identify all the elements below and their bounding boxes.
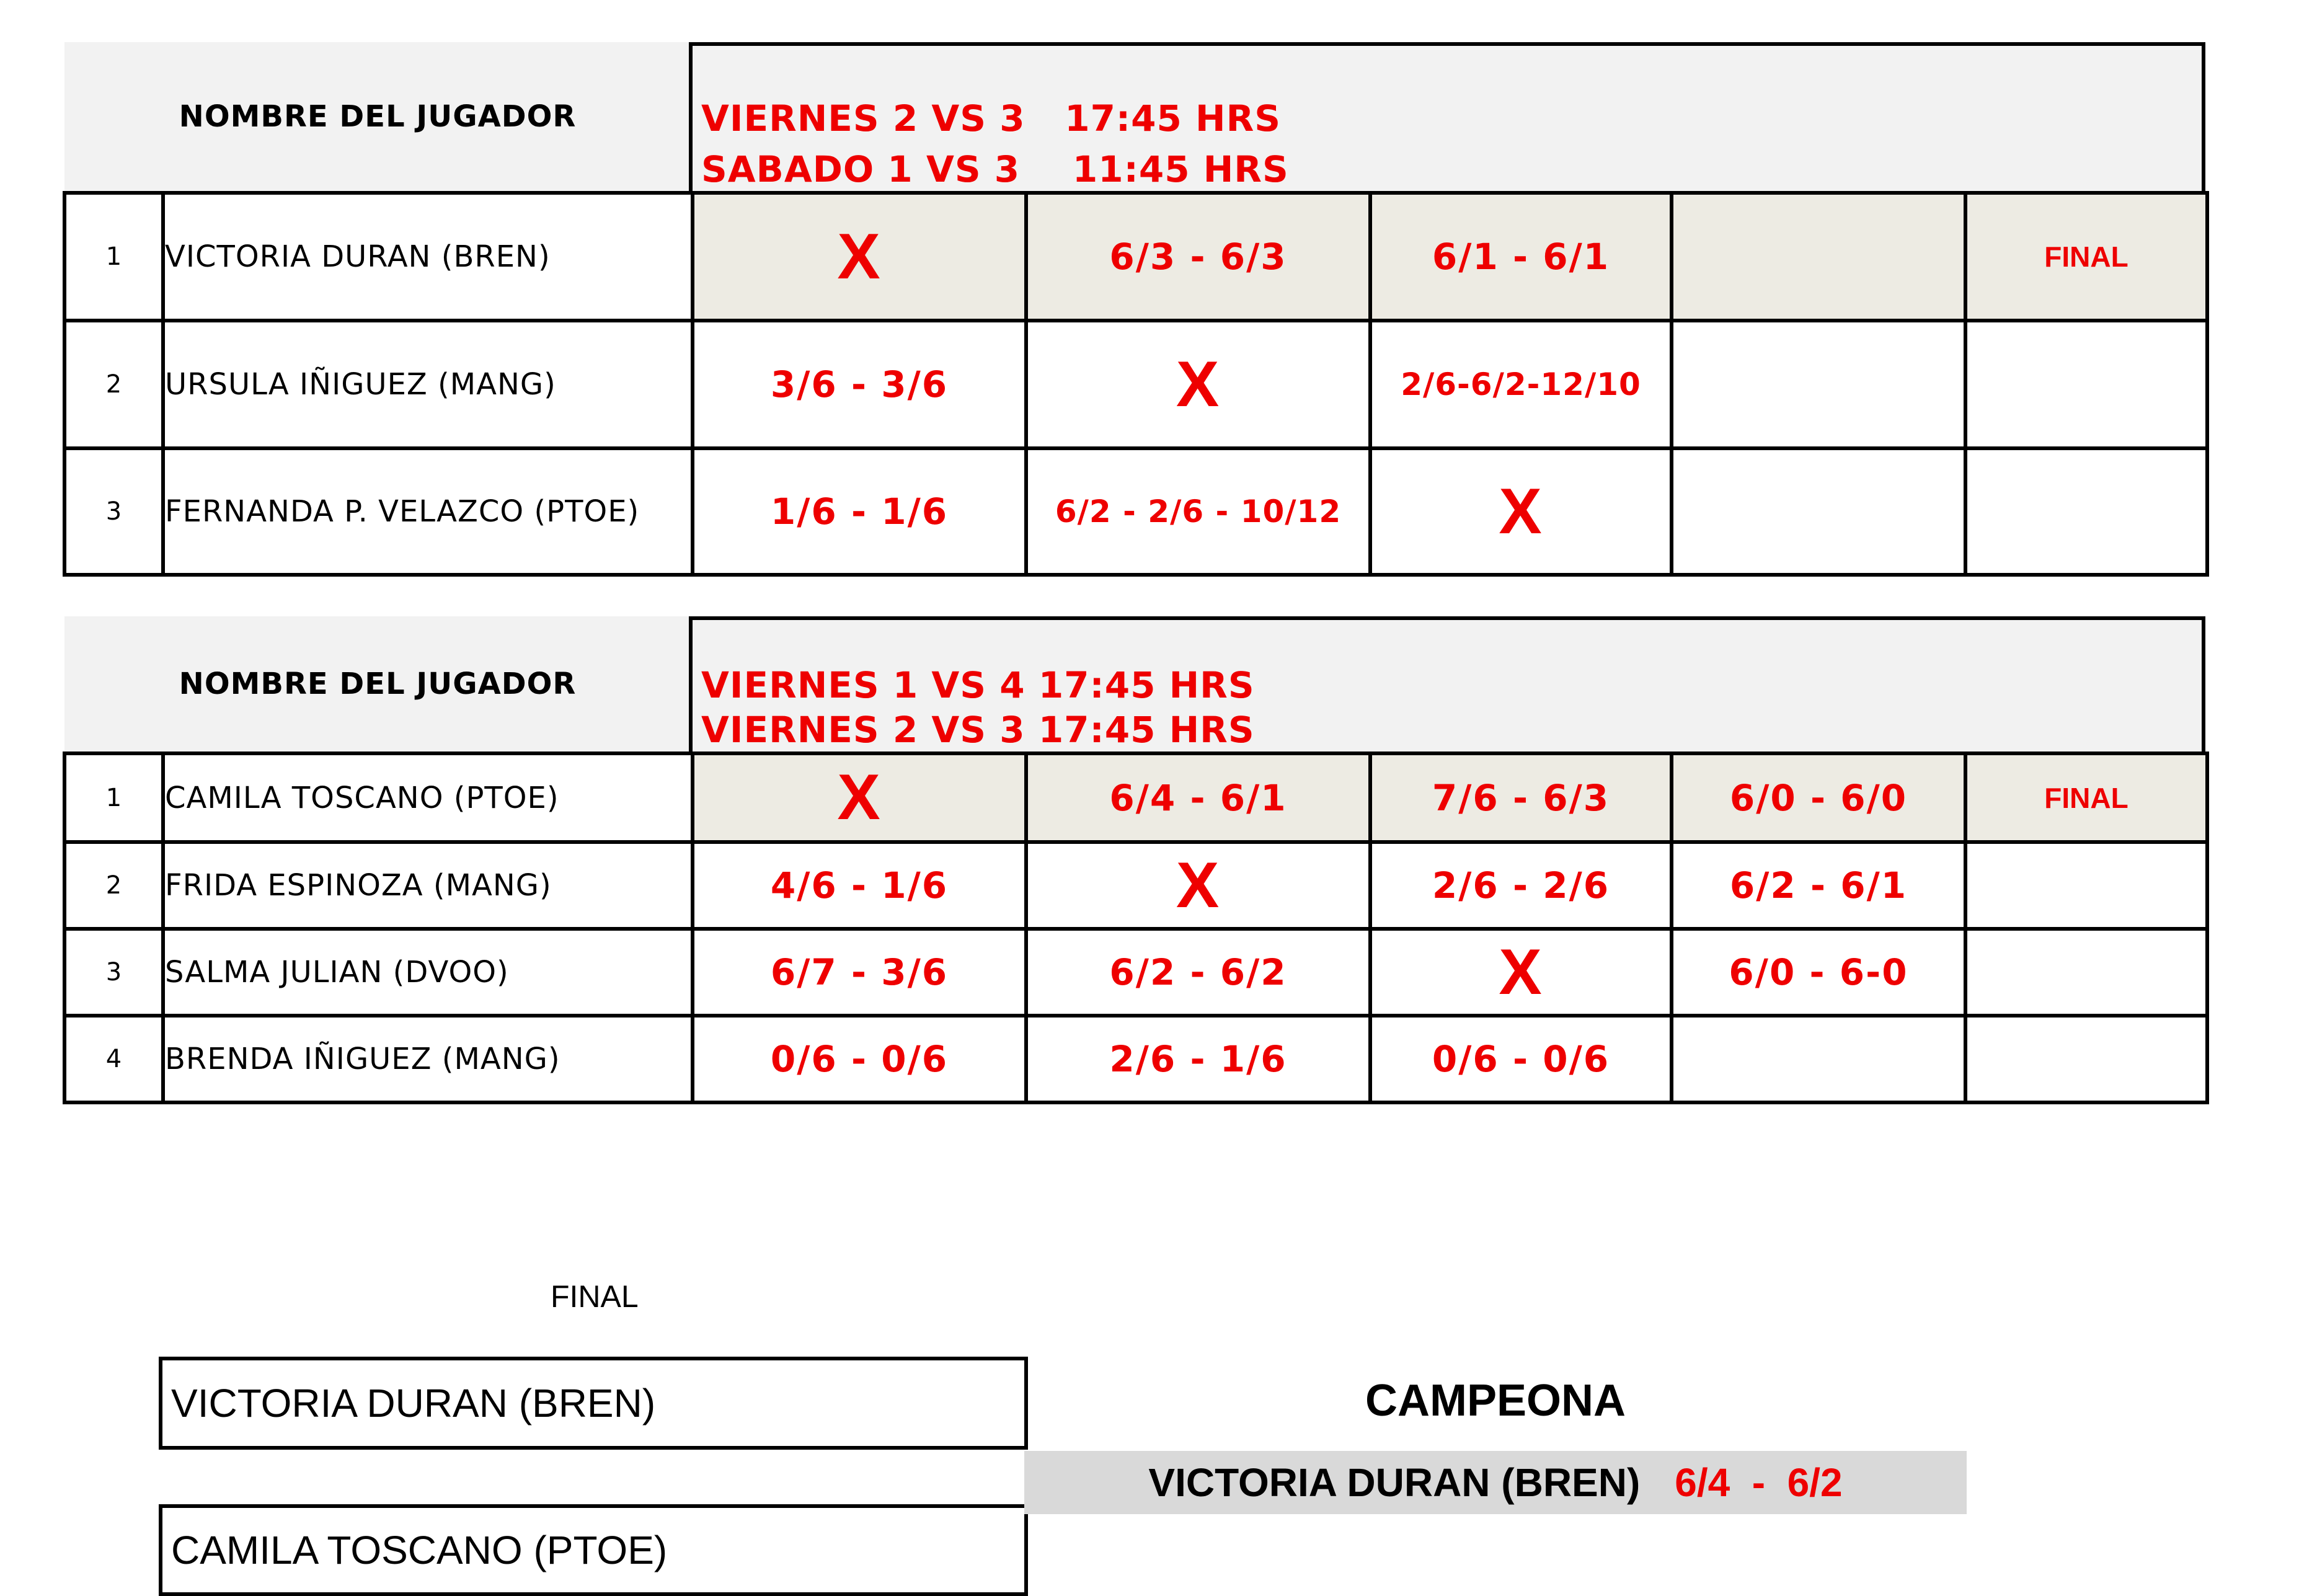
group2-name-header-label: NOMBRE DEL JUGADOR <box>179 667 577 701</box>
player-number: 1 <box>64 193 163 321</box>
final-player-2-box: CAMILA TOSCANO (PTOE) <box>159 1504 1028 1596</box>
final-qualifier-label: FINAL <box>1965 753 2207 842</box>
match-result <box>1672 448 1965 575</box>
match-result: 6/0 - 6/0 <box>1672 753 1965 842</box>
champion-bar <box>1024 1451 1967 1514</box>
match-result: 2/6 - 1/6 <box>1026 1016 1370 1102</box>
match-result: 6/1 - 6/1 <box>1370 193 1672 321</box>
self-match-mark: X <box>693 193 1026 321</box>
final-qualifier-label <box>1965 448 2207 575</box>
group1-row-3 <box>64 448 2207 575</box>
match-result: 4/6 - 1/6 <box>693 842 1026 929</box>
player-number: 3 <box>64 929 163 1016</box>
group1-schedule-line-2: SABADO 1 VS 3 11:45 HRS <box>701 148 1289 190</box>
match-result: 6/0 - 6-0 <box>1672 929 1965 1016</box>
player-number: 2 <box>64 842 163 929</box>
group2-table <box>63 751 2209 1104</box>
player-number: 1 <box>64 753 163 842</box>
match-result <box>1672 193 1965 321</box>
self-match-mark: X <box>1370 448 1672 575</box>
final-qualifier-label <box>1965 929 2207 1016</box>
match-result: 6/7 - 3/6 <box>693 929 1026 1016</box>
match-result: 0/6 - 0/6 <box>1370 1016 1672 1102</box>
final-qualifier-label: FINAL <box>1965 193 2207 321</box>
group1-schedule-header <box>689 42 2205 195</box>
group2-name-header <box>64 616 691 751</box>
group1-table <box>63 191 2209 577</box>
group2-row-2 <box>64 842 2207 929</box>
player-name: CAMILA TOSCANO (PTOE) <box>163 753 693 842</box>
group2-row-3 <box>64 929 2207 1016</box>
group2-row-1 <box>64 753 2207 842</box>
group1-name-header-label: NOMBRE DEL JUGADOR <box>179 99 577 134</box>
group2-schedule-line-1: VIERNES 1 VS 4 17:45 HRS <box>701 664 1255 706</box>
match-result: 6/2 - 2/6 - 10/12 <box>1026 448 1370 575</box>
group1-row-2 <box>64 321 2207 448</box>
player-name: BRENDA IÑIGUEZ (MANG) <box>163 1016 693 1102</box>
champion-score: 6/4 - 6/2 <box>1675 1460 1843 1505</box>
group2-schedule-header <box>689 616 2205 755</box>
player-name: FRIDA ESPINOZA (MANG) <box>163 842 693 929</box>
match-result: 7/6 - 6/3 <box>1370 753 1672 842</box>
group1-row-1 <box>64 193 2207 321</box>
self-match-mark: X <box>1026 321 1370 448</box>
player-name: VICTORIA DURAN (BREN) <box>163 193 693 321</box>
player-name: URSULA IÑIGUEZ (MANG) <box>163 321 693 448</box>
final-qualifier-label <box>1965 321 2207 448</box>
match-result: 6/2 - 6/1 <box>1672 842 1965 929</box>
group2-row-4 <box>64 1016 2207 1102</box>
player-name: SALMA JULIAN (DVOO) <box>163 929 693 1016</box>
self-match-mark: X <box>1026 842 1370 929</box>
match-result: 0/6 - 0/6 <box>693 1016 1026 1102</box>
final-qualifier-label <box>1965 1016 2207 1102</box>
final-qualifier-label <box>1965 842 2207 929</box>
match-result <box>1672 1016 1965 1102</box>
match-result: 2/6-6/2-12/10 <box>1370 321 1672 448</box>
group2-schedule-line-2: VIERNES 2 VS 3 17:45 HRS <box>701 709 1255 751</box>
player-number: 4 <box>64 1016 163 1102</box>
match-result: 6/3 - 6/3 <box>1026 193 1370 321</box>
match-result: 6/4 - 6/1 <box>1026 753 1370 842</box>
group1-name-header <box>64 42 691 191</box>
match-result <box>1672 321 1965 448</box>
player-number: 2 <box>64 321 163 448</box>
self-match-mark: X <box>1370 929 1672 1016</box>
match-result: 2/6 - 2/6 <box>1370 842 1672 929</box>
final-player-1-box: VICTORIA DURAN (BREN) <box>159 1357 1028 1450</box>
final-section-label: FINAL <box>551 1279 639 1314</box>
group1-schedule-line-1: VIERNES 2 VS 3 17:45 HRS <box>701 97 1281 140</box>
player-name: FERNANDA P. VELAZCO (PTOE) <box>163 448 693 575</box>
match-result: 6/2 - 6/2 <box>1026 929 1370 1016</box>
match-result: 1/6 - 1/6 <box>693 448 1026 575</box>
player-number: 3 <box>64 448 163 575</box>
match-result: 3/6 - 3/6 <box>693 321 1026 448</box>
champion-title: CAMPEONA <box>1365 1376 1626 1425</box>
champion-name: VICTORIA DURAN (BREN) <box>1148 1460 1641 1505</box>
self-match-mark: X <box>693 753 1026 842</box>
